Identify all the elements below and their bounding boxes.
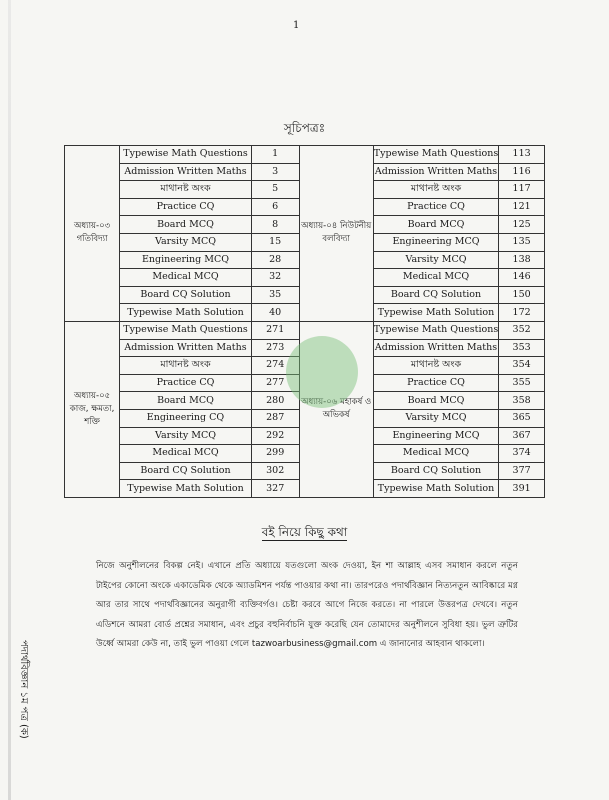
toc-item-page: 113	[499, 146, 545, 164]
chapter-label: অধ্যায়-০৫ কাজ, ক্ষমতা, শক্তি	[65, 321, 120, 497]
toc-item-title: Typewise Math Questions	[373, 146, 498, 164]
toc-item-title: Medical MCQ	[373, 269, 498, 287]
toc-item-page: 138	[499, 251, 545, 269]
toc-item-page: 280	[251, 392, 299, 410]
toc-item-title: Typewise Math Solution	[373, 304, 498, 322]
toc-item-title: Typewise Math Questions	[120, 321, 252, 339]
toc-item-page: 374	[499, 445, 545, 463]
toc-item-title: Engineering CQ	[120, 409, 252, 427]
toc-item-page: 327	[251, 480, 299, 498]
toc-item-page: 116	[499, 163, 545, 181]
toc-item-page: 117	[499, 181, 545, 199]
toc-item-page: 277	[251, 374, 299, 392]
toc-item-title: Admission Written Maths	[120, 339, 252, 357]
side-note: পদার্থবিজ্ঞান ১ম পত্র (ক)	[18, 640, 29, 739]
intro-paragraph: নিজে অনুশীলনের বিকল্প নেই। এখানে প্রতি অধ্যায়ে যতগুলো অংক দেওয়া, ইন শা আল্লাহ এসব সমাধান করলে নতুন টাইপের কোনো অংকে একাডেমিক থেকে অ্যাডমিশন পর্যন্ত পাওয়ার কথা না। তারপরেও পদার্থবিজ্ঞান নিত্যনতুন আবিষ্কারে মগ্ন আর তার সাথে পদার্থবিজ্ঞানের অনুরাগী ব্যক্তিবর্গও। চেষ্টা করবে আগে নিজে করতে। না পারলে উত্তরপত্র দেখবে। নতুন এডিশনে আমরা বোর্ড প্রশ্নের সমাধান, এবং প্রচুর বহুনির্বাচনি যুক্ত করেছি যেন তোমাদের অনুশীলনে সুবিধা হয়। ভুল ত্রুটির উর্ধ্বে আমরা কেউ না, তাই ভুল পাওয়া গেলে tazwoarbusiness@gmail.com এ জানানোর আহবান থাকলো।	[96, 561, 518, 649]
toc-item-title: Typewise Math Questions	[373, 321, 498, 339]
toc-item-page: 3	[251, 163, 299, 181]
toc-item-title: মাথানষ্ট অংক	[120, 357, 252, 375]
toc-item-page: 358	[499, 392, 545, 410]
toc-item-page: 1	[251, 146, 299, 164]
chapter-label: অধ্যায়-০৩ গতিবিদ্যা	[65, 146, 120, 322]
toc-item-page: 365	[499, 409, 545, 427]
toc-item-title: Practice CQ	[120, 198, 252, 216]
toc-item-page: 121	[499, 198, 545, 216]
toc-item-page: 5	[251, 181, 299, 199]
toc-item-title: Board MCQ	[120, 216, 252, 234]
toc-item-page: 391	[499, 480, 545, 498]
toc-item-title: মাথানষ্ট অংক	[120, 181, 252, 199]
toc-item-title: Board CQ Solution	[373, 286, 498, 304]
toc-item-page: 15	[251, 233, 299, 251]
toc-item-title: Medical MCQ	[120, 445, 252, 463]
toc-item-title: মাথানষ্ট অংক	[373, 181, 498, 199]
toc-item-page: 135	[499, 233, 545, 251]
toc-item-title: Typewise Math Solution	[120, 480, 252, 498]
toc-item-page: 302	[251, 462, 299, 480]
toc-item-title: Typewise Math Solution	[120, 304, 252, 322]
toc-item-title: মাথানষ্ট অংক	[373, 357, 498, 375]
toc-item-page: 353	[499, 339, 545, 357]
toc-item-page: 367	[499, 427, 545, 445]
toc-item-title: Admission Written Maths	[373, 339, 498, 357]
toc-item-page: 274	[251, 357, 299, 375]
toc-item-page: 8	[251, 216, 299, 234]
toc-item-title: Board MCQ	[373, 216, 498, 234]
heading-text: বই নিয়ে কিছু কথা	[261, 525, 348, 539]
toc-item-title: Practice CQ	[373, 198, 498, 216]
toc-item-page: 287	[251, 409, 299, 427]
chapter-label: অধ্যায়-০৪ নিউটনীয় বলবিদ্যা	[299, 146, 373, 322]
toc-item-title: Practice CQ	[373, 374, 498, 392]
toc-item-title: Admission Written Maths	[373, 163, 498, 181]
toc-item-title: Board CQ Solution	[373, 462, 498, 480]
toc-item-title: Board CQ Solution	[120, 286, 252, 304]
toc-item-title: Engineering MCQ	[120, 251, 252, 269]
toc-item-page: 354	[499, 357, 545, 375]
toc-item-title: Practice CQ	[120, 374, 252, 392]
toc-item-title: Board CQ Solution	[120, 462, 252, 480]
toc-item-page: 28	[251, 251, 299, 269]
toc-item-page: 146	[499, 269, 545, 287]
toc-item-page: 125	[499, 216, 545, 234]
toc-item-title: Typewise Math Solution	[373, 480, 498, 498]
toc-item-title: Varsity MCQ	[373, 251, 498, 269]
toc-item-page: 299	[251, 445, 299, 463]
toc-item-title: Board MCQ	[373, 392, 498, 410]
toc-item-page: 292	[251, 427, 299, 445]
toc-item-title: Varsity MCQ	[120, 233, 252, 251]
toc-item-title: Varsity MCQ	[120, 427, 252, 445]
toc-item-page: 40	[251, 304, 299, 322]
toc-table	[64, 145, 545, 498]
chapter-label: অধ্যায়-০৬ মহাকর্ষ ও অভিকর্ষ	[299, 321, 373, 497]
toc-item-title: Typewise Math Questions	[120, 146, 252, 164]
toc-item-title: Board MCQ	[120, 392, 252, 410]
toc-title: সূচিপত্রঃ	[283, 121, 326, 135]
toc-item-title: Medical MCQ	[373, 445, 498, 463]
toc-item-page: 35	[251, 286, 299, 304]
section-heading	[0, 524, 609, 544]
toc-row	[65, 321, 545, 339]
page-number: 1	[293, 20, 300, 31]
toc-item-title: Admission Written Maths	[120, 163, 252, 181]
toc-item-page: 377	[499, 462, 545, 480]
toc-item-title: Engineering MCQ	[373, 427, 498, 445]
toc-item-title: Varsity MCQ	[373, 409, 498, 427]
toc-row	[65, 146, 545, 164]
toc-item-page: 271	[251, 321, 299, 339]
toc-item-title: Engineering MCQ	[373, 233, 498, 251]
toc-item-page: 355	[499, 374, 545, 392]
toc-item-page: 6	[251, 198, 299, 216]
toc-item-page: 172	[499, 304, 545, 322]
watermark-logo	[286, 336, 358, 408]
toc-item-page: 32	[251, 269, 299, 287]
toc-item-page: 273	[251, 339, 299, 357]
toc-item-title: Medical MCQ	[120, 269, 252, 287]
toc-item-page: 150	[499, 286, 545, 304]
toc-item-page: 352	[499, 321, 545, 339]
